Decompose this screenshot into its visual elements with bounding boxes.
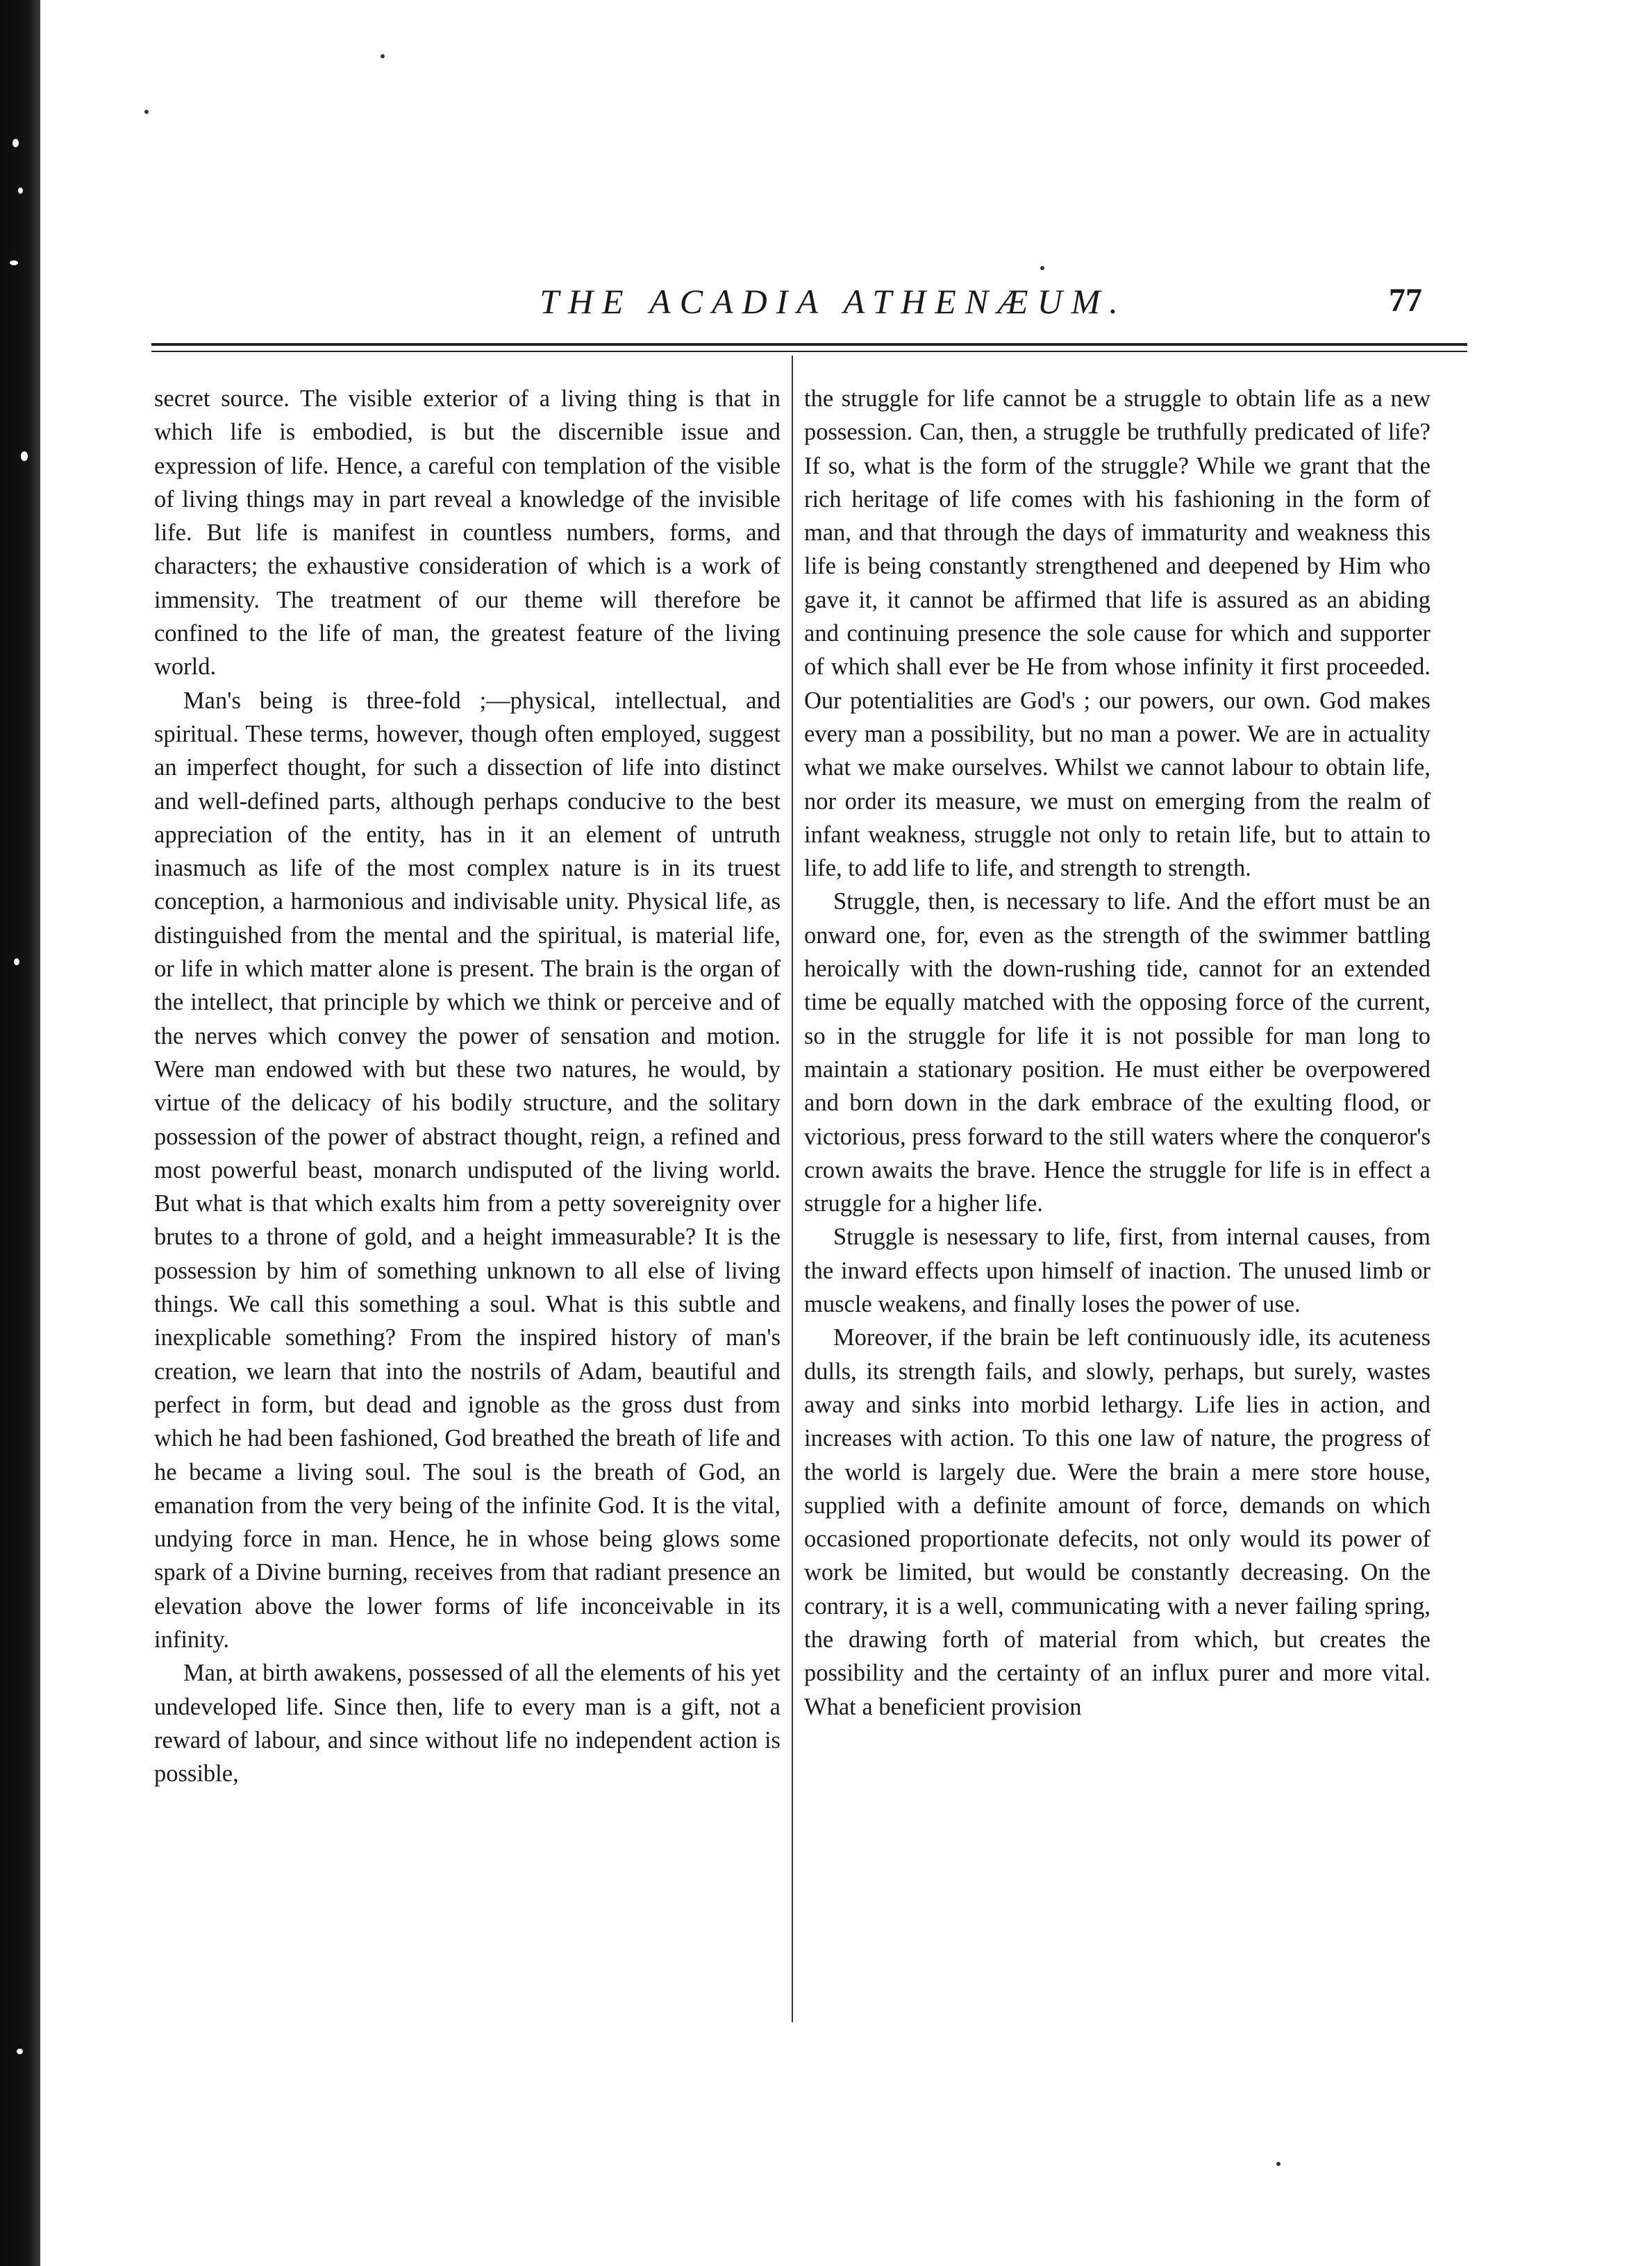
page-number: 77 <box>1389 282 1422 319</box>
paragraph: the struggle for life cannot be a struggle to obtain life as a new possession. Can, then, a struggle be truthfully predicated of life? If so, what is the form of the struggle? While we grant that the rich heritage of life comes with his fashioning in the form of man, and that through the days of immaturity and weakness this life is being constantly strengthened and deepened by Him who gave it, it cannot be affirmed that life is assured as an abiding and continuing presence the sole cause for which and supporter of which shall ever be He from whose infinity it first proceeded. Our potentialities are God's ; our powers, our own. God makes every man a possibility, but no man a power. We are in actuality what we make ourselves. Whilst we cannot labour to obtain life, nor order its measure, we must on emerging from the realm of infant weakness, struggle not only to retain life, but to attain to life, to add life to life, and strength to strength. <box>804 385 1430 882</box>
header-rule-thick <box>151 343 1467 346</box>
header-rule-thin <box>151 351 1467 352</box>
print-speck <box>1040 266 1044 270</box>
paragraph: secret source. The visible exterior of a living thing is that in which life is embodied, is but the discernible issue and expression of life. Hence, a careful con templation of the visible of living things may in part reveal a knowledge of the invisible life. But life is manifest in countless numbers, forms, and characters; the exhaustive consideration of which is a work of immensity. The treatment of our theme will therefore be confined to the life of man, the greatest feature of the living world. <box>154 385 781 681</box>
print-speck <box>1276 2162 1280 2166</box>
binding-speck <box>18 188 23 194</box>
print-speck <box>144 110 149 114</box>
paragraph: Struggle, then, is necessary to life. And the effort must be an onward one, for, even as the strength of the swimmer battling heroically with the down-rushing tide, cannot for an extended time be equally matched with the opposing force of the current, so in the struggle for life it is not possible for man long to maintain a stationary position. He must either be overpowered and born down in the dark embrace of the exulting flood, or victorious, press forward to the still waters where the conqueror's crown awaits the brave. Hence the struggle for life is in effect a struggle for a higher life. <box>804 888 1430 1217</box>
running-head <box>0 281 1652 337</box>
print-speck <box>381 54 385 58</box>
binding-speck <box>10 260 18 265</box>
paragraph: Moreover, if the brain be left continuously idle, its acuteness dulls, its strength fails, and slowly, perhaps, but surely, wastes away and sinks into morbid lethargy. Life lies in action, and increases with action. To this one law of nature, the progress of the world is largely due. Were the brain a mere store house, supplied with a definite amount of force, demands on which occasioned proportionate defecits, not only would its power of work be limited, but would be constantly decreasing. On the contrary, it is a well, communicating with a never failing spring, the drawing forth of material from which, but creates the possibility and the certainty of an influx purer and more vital. What a beneficient provision <box>804 1324 1430 1720</box>
binding-speck <box>17 2049 23 2054</box>
binding-speck <box>14 958 19 965</box>
right-column <box>804 382 1430 1724</box>
running-title: THE ACADIA ATHENÆUM. <box>540 282 1127 321</box>
left-column <box>154 382 781 1790</box>
binding-speck <box>21 451 28 461</box>
binding-edge <box>0 0 40 2266</box>
paragraph: Struggle is nesessary to life, first, from internal causes, from the inward effects upon himself of inaction. The unused limb or muscle weakens, and finally loses the power of use. <box>804 1224 1430 1318</box>
paragraph: Man's being is three-fold ;—physical, intellectual, and spiritual. These terms, however, though often employed, suggest an imperfect thought, for such a dissection of life into distinct and well-defined parts, although perhaps conducive to the best appreciation of the entity, has in it an element of untruth inasmuch as life of the most complex nature is in its truest conception, a harmonious and indivisable unity. Physical life, as distinguished from the mental and the spiritual, is material life, or life in which matter alone is present. The brain is the organ of the intellect, that principle by which we think or perceive and of the nerves which convey the power of sensation and motion. Were man endowed with but these two natures, he would, by virtue of the delicacy of his bodily structure, and the solitary possession of the power of abstract thought, reign, a refined and most powerful beast, monarch undisputed of the living world. But what is that which exalts him from a petty sovereignity over brutes to a throne of gold, and a height immeasurable? It is the possession by him of something unknown to all else of living things. We call this something a soul. What is this subtle and inexplicable something? From the inspired history of man's creation, we learn that into the nostrils of Adam, beautiful and perfect in form, but dead and ignoble as the gross dust from which he had been fashioned, God breathed the breath of life and he became a living soul. The soul is the breath of God, an emanation from the very being of the infinite God. It is the vital, undying force in man. Hence, he in whose being glows some spark of a Divine burning, receives from that radiant presence an elevation above the lower forms of life inconceivable in its infinity. <box>154 687 781 1653</box>
binding-speck <box>12 139 19 147</box>
column-divider <box>792 356 793 2022</box>
paragraph: Man, at birth awakens, possessed of all the elements of his yet undeveloped life. Since then, life to every man is a gift, not a reward of labour, and since without life no independent action is possible, <box>154 1660 781 1788</box>
